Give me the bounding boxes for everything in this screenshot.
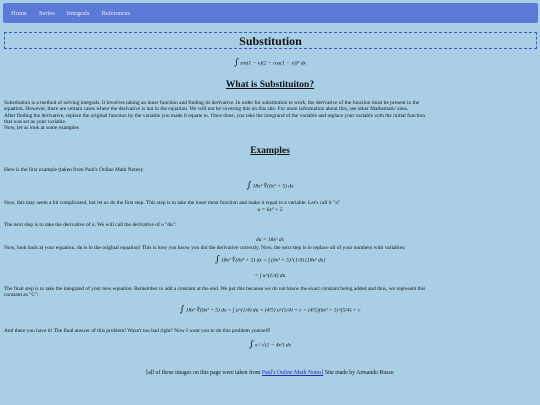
- footer: [0, 370, 540, 376]
- practice-equation: [0, 340, 540, 350]
- final-answer-equation-text: 18x² ∜(6x³ + 5) dx = ∫ u^(1/4) du = (4/5) u^(5/4) + c = (4/5)(6x³ + 5)^(5/4) + c: [185, 307, 361, 314]
- examples-heading: Examples: [250, 146, 290, 156]
- step-2-text: The next step is to take the derivative of u. We will call the derivative of u "du":: [4, 222, 177, 228]
- intro-line-4: that was set as your variable.: [4, 118, 67, 125]
- footer-prefix: [all of these images on this page were taken from: [146, 370, 262, 376]
- step-4-text: [4, 286, 534, 299]
- example-intro-text: Here is the first example (taken from Paul's Online Math Notes):: [4, 167, 144, 173]
- integral-sign-icon: ∫: [248, 340, 254, 350]
- intro-line-3: After finding the derivative, replace the original function by the variable you made it equate to. Once done, you take the integrand of the variable and replace your variable with the initial function: [4, 112, 426, 119]
- integral-sign-icon: ∫: [179, 305, 185, 315]
- footer-suffix: Site made by Armando Russo: [323, 370, 394, 376]
- top-equation-image: [0, 58, 540, 68]
- intro-line-5: Now, let us look at some examples: [4, 125, 79, 132]
- nav-references-link[interactable]: References: [101, 9, 131, 17]
- integral-sign-icon: ∫: [246, 181, 252, 191]
- final-answer-equation: [0, 305, 540, 315]
- du-definition: du = 18x² dx: [255, 237, 285, 243]
- top-nav-bar: [3, 3, 538, 23]
- what-is-heading: What is Substituiton?: [225, 80, 315, 90]
- step-3-text: Now, look back at your equation. du is in the original equation! This is how you know you did the derivative correctly. Now, the next step is to replace all of your numbers with variables:: [4, 245, 406, 251]
- intro-paragraph: [4, 100, 534, 131]
- closing-text: And there you have it! The final answer of this problem! Wasn't too bad right? Now I want you to do this problem yourself!: [4, 328, 271, 334]
- substitution-equation-a: [0, 255, 540, 265]
- nav-series-link[interactable]: Series: [38, 9, 55, 17]
- u-definition: u = 6x³ + 5: [257, 207, 283, 213]
- integral-sign-icon: ∫: [234, 58, 239, 68]
- page-title: Substitution: [4, 32, 537, 49]
- example-equation-1-text: 18x² ∜(6x³ + 5) dx: [252, 183, 294, 190]
- practice-equation-text: x / √(1 − 4x²) dx: [255, 342, 292, 349]
- step-4-line-2: constant as "C":: [4, 292, 39, 299]
- step-4-line-1: The final step is to take the integrand of your new equation. Remember to add a constant at the end. We put this because we do not know the exact constant being added and thus, we represent this: [4, 286, 426, 292]
- top-equation-text: sin(1 − x)(2 − cos(1 − x))⁴ dx: [240, 60, 306, 67]
- substitution-equation-b: = ∫ u^(1/4) du: [254, 273, 286, 279]
- example-equation-1: [0, 181, 540, 191]
- nav-integrals-link[interactable]: Integrals: [66, 9, 90, 17]
- intro-line-2: equation. However, there are certain cases where the derivative is not in the equation. We will not be covering this on this site. For more information about this, see other Mathematic sites.: [4, 106, 409, 113]
- nav-home-link[interactable]: Home: [11, 9, 27, 17]
- intro-line-1: Substitution is a method of solving integrals. It involves taking an inner function and finding its derivative. In order for substitution to work, the derivative of the function must be present in the: [4, 100, 420, 106]
- pauls-notes-link[interactable]: Paul's Online Math Notes]: [261, 370, 324, 376]
- step-1-text: Now, this may seem a bit complicated, but let us do the first step. This step is to take the inner most function and make it equal to a variable. Let's call it "u": [4, 200, 341, 206]
- integral-sign-icon: ∫: [214, 255, 220, 265]
- substitution-equation-a-text: 18x² ∜(6x³ + 5) dx = ∫ (6x³ + 5)^(1/4) (18x² dx): [221, 257, 326, 264]
